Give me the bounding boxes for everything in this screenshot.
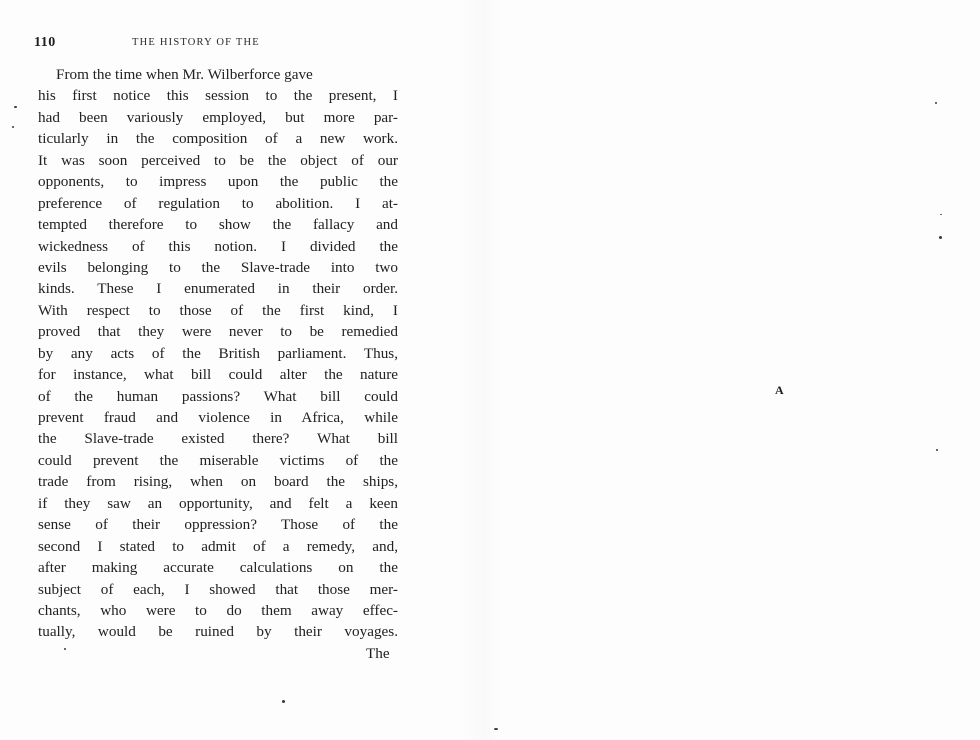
scan-speck [64,648,66,650]
text-line: prevent fraud and violence in Africa, while [38,409,398,426]
text-line: trade from rising, when on board the ships, [38,473,398,491]
text-line: tempted therefore to show the fallacy and [38,216,398,234]
page-gutter [460,0,500,740]
body-text [38,64,398,643]
text-line: of the human passions? What bill could [38,387,398,405]
scan-speck [940,214,942,215]
scan-speck [939,236,942,239]
catchword: The [366,645,390,662]
text-line: by any acts of the British parliament. Thus, [38,344,398,362]
text-line: could prevent the miserable victims of the [38,451,398,469]
text-line: chants, who were to do them away effec- [38,601,398,619]
text-line: tually, would be ruined by their voyages. [38,623,398,641]
scan-speck [12,126,14,128]
text-line: his first notice this session to the present, I [38,87,398,105]
text-line: With respect to those of the first kind, I [38,301,398,319]
text-line: ticularly in the composition of a new work. [38,130,398,148]
text-line: kinds. These I enumerated in their order. [38,280,398,298]
text-line: wickedness of this notion. I divided the [38,237,398,255]
scan-speck [494,728,498,730]
text-line: for instance, what bill could alter the nature [38,366,398,384]
text-line: preference of regulation to abolition. I at- [38,194,398,212]
text-line: It was soon perceived to be the object of our [38,151,398,169]
text-line: evils belonging to the Slave-trade into two [38,258,398,276]
text-line: had been variously employed, but more par- [38,108,398,126]
scan-speck [14,106,17,108]
text-line: if they saw an opportunity, and felt a keen [38,494,398,512]
text-line: opponents, to impress upon the public the [38,173,398,191]
text-line: From the time when Mr. Wilberforce gave [56,66,313,83]
text-line: second I stated to admit of a remedy, and, [38,537,398,555]
scan-speck [282,700,285,703]
text-line: after making accurate calculations on the [38,559,398,577]
scan-speck [936,449,938,451]
page-number: 110 [34,35,56,50]
signature-mark: A [775,383,784,397]
faded-print [284,35,344,49]
running-head: THE HISTORY OF THE [132,37,260,48]
text-line: subject of each, I showed that those mer- [38,580,398,598]
text-line: proved that they were never to be remedied [38,323,398,341]
scan-speck [935,102,937,104]
text-line: sense of their oppression? Those of the [38,516,398,534]
text-line: the Slave-trade existed there? What bill [38,430,398,448]
